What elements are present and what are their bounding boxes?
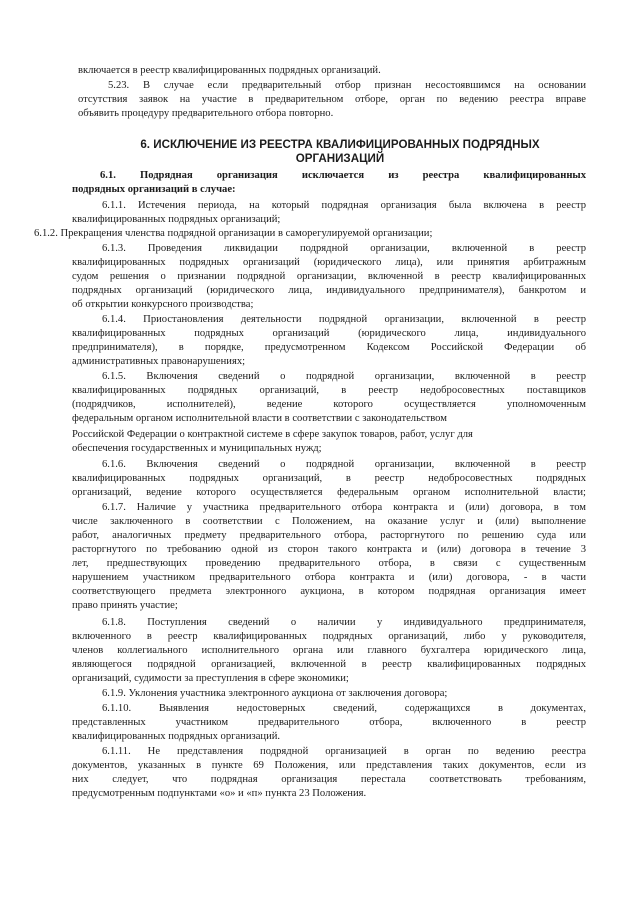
section-heading-line-1: 6. ИСКЛЮЧЕНИЕ ИЗ РЕЕСТРА КВАЛИФИЦИРОВАННЫХ ПОДРЯДНЫХ [140, 138, 540, 151]
paragraph-line: 6.1.9. Уклонения участника электронного аукциона от заключения договора; [102, 688, 448, 699]
section-heading-line-2: ОРГАНИЗАЦИЙ [295, 152, 385, 165]
paragraph-line: соответствующего предмета электронного аукциона, в котором подрядная организация имеет [72, 586, 586, 597]
paragraph-line: числе заключенного в соответствии с Положением, на оказание услуг и (или) выполнение [72, 516, 586, 527]
paragraph-line: 6.1.7. Наличие у участника предварительного отбора контракта и (или) договора, в том [102, 502, 586, 513]
paragraph-line: федеральным органом исполнительной власти в соответствии с законодательством [72, 413, 447, 424]
paragraph-line: 6.1.1. Истечения периода, на который подрядная организация была включена в реестр [102, 200, 586, 211]
paragraph-line: квалифицированных подрядных организаций, в реестр недобросовестных поставщиков [72, 385, 586, 396]
paragraph-line: (подрядчиков, исполнителей), ведение которого осуществляется уполномоченным [72, 399, 586, 410]
paragraph-line: членов коллегиального исполнительного органа или главного бухгалтера юридического лица, [72, 645, 586, 656]
paragraph-line: квалифицированных подрядных организаций (юридического лица), или принятия арбитражным [72, 257, 586, 268]
paragraph-line: 5.23. В случае если предварительный отбор признан несостоявшимся на основании [108, 80, 586, 91]
paragraph-line: предпринимателя), в порядке, предусмотренном Кодексом Российской Федерации об [72, 342, 586, 353]
paragraph-line: 6.1. Подрядная организация исключается из реестра квалифицированных [100, 170, 586, 181]
paragraph-line: 6.1.8. Поступления сведений о наличии у индивидуального предпринимателя, [102, 617, 586, 628]
paragraph-line: 6.1.6. Включения сведений о подрядной организации, включенной в реестр [102, 459, 586, 470]
paragraph-line: административных правонарушениях; [72, 356, 246, 367]
paragraph-line: них следует, что подрядная организация перестала соответствовать требованиям, [72, 774, 586, 785]
paragraph-line: объявить процедуру предварительного отбора повторно. [78, 108, 334, 119]
paragraph-line: об открытии конкурсного производства; [72, 299, 254, 310]
paragraph-line: право принять участие; [72, 600, 178, 611]
paragraph-line: организаций, судимости за преступления в сфере экономики; [72, 673, 349, 684]
paragraph-line: подрядных организаций в случае: [72, 184, 236, 195]
paragraph-line: 6.1.2. Прекращения членства подрядной организации в саморегулируемой организации; [34, 228, 433, 239]
paragraph-line: квалифицированных подрядных организаций, в реестр недобросовестных подрядных [72, 473, 586, 484]
paragraph-line: организаций, ведение которого осуществляется федеральным органом исполнительной власти; [72, 487, 586, 498]
paragraph-line: подрядных организаций (юридического лица, индивидуального предпринимателя), банкротом и [72, 285, 586, 296]
paragraph-line: квалифицированных подрядных организаций; [72, 214, 281, 225]
paragraph-line: документов, указанных в пункте 69 Положения, или представления таких документов, если из [72, 760, 586, 771]
paragraph-line: лет, предшествующих проведению предварительного отбора, в связи с существенным [72, 558, 586, 569]
paragraph-line: 6.1.11. Не представления подрядной организацией в орган по ведению реестра [102, 746, 586, 757]
paragraph-line: предусмотренным подпунктами «о» и «п» пункта 23 Положения. [72, 788, 367, 799]
paragraph-line: нарушением участником предварительного отбора контракта и (или) договора, - в части [72, 572, 586, 583]
paragraph-line: квалифицированных подрядных организаций (юридического лица, индивидуального [72, 328, 586, 339]
paragraph-line: Российской Федерации о контрактной системе в сфере закупок товаров, работ, услуг для [72, 429, 473, 440]
paragraph-line: включается в реестр квалифицированных подрядных организаций. [78, 65, 381, 76]
paragraph-line: 6.1.4. Приостановления деятельности подрядной организации, включенной в реестр [102, 314, 586, 325]
paragraph-line: отсутствия заявок на участие в предварительном отборе, орган по ведению реестра вправе [78, 94, 586, 105]
paragraph-line: представленных участником предварительного отбора, включенного в реестр [72, 717, 586, 728]
paragraph-line: расторгнутого по требованию одной из сторон такого контракта и (или) договора в течение 3 [72, 544, 586, 555]
paragraph-line: являющегося подрядной организацией, включенной в реестр квалифицированных подрядных [72, 659, 586, 670]
paragraph-line: квалифицированных подрядных организаций. [72, 731, 281, 742]
paragraph-line: судом решения о признании подрядной организации, включенной в реестр квалифицированных [72, 271, 586, 282]
paragraph-line: обеспечения государственных и муниципальных нужд; [72, 443, 322, 454]
paragraph-line: 6.1.10. Выявления недостоверных сведений, содержащихся в документах, [102, 703, 586, 714]
paragraph-line: 6.1.5. Включения сведений о подрядной организации, включенной в реестр [102, 371, 586, 382]
paragraph-line: работ, аналогичных предмету предварительного отбора, расторгнутого по решению суда или [72, 530, 586, 541]
paragraph-line: включенного в реестр квалифицированных подрядных организаций, либо у руководителя, [72, 631, 586, 642]
paragraph-line: 6.1.3. Проведения ликвидации подрядной организации, включенной в реестр [102, 243, 586, 254]
